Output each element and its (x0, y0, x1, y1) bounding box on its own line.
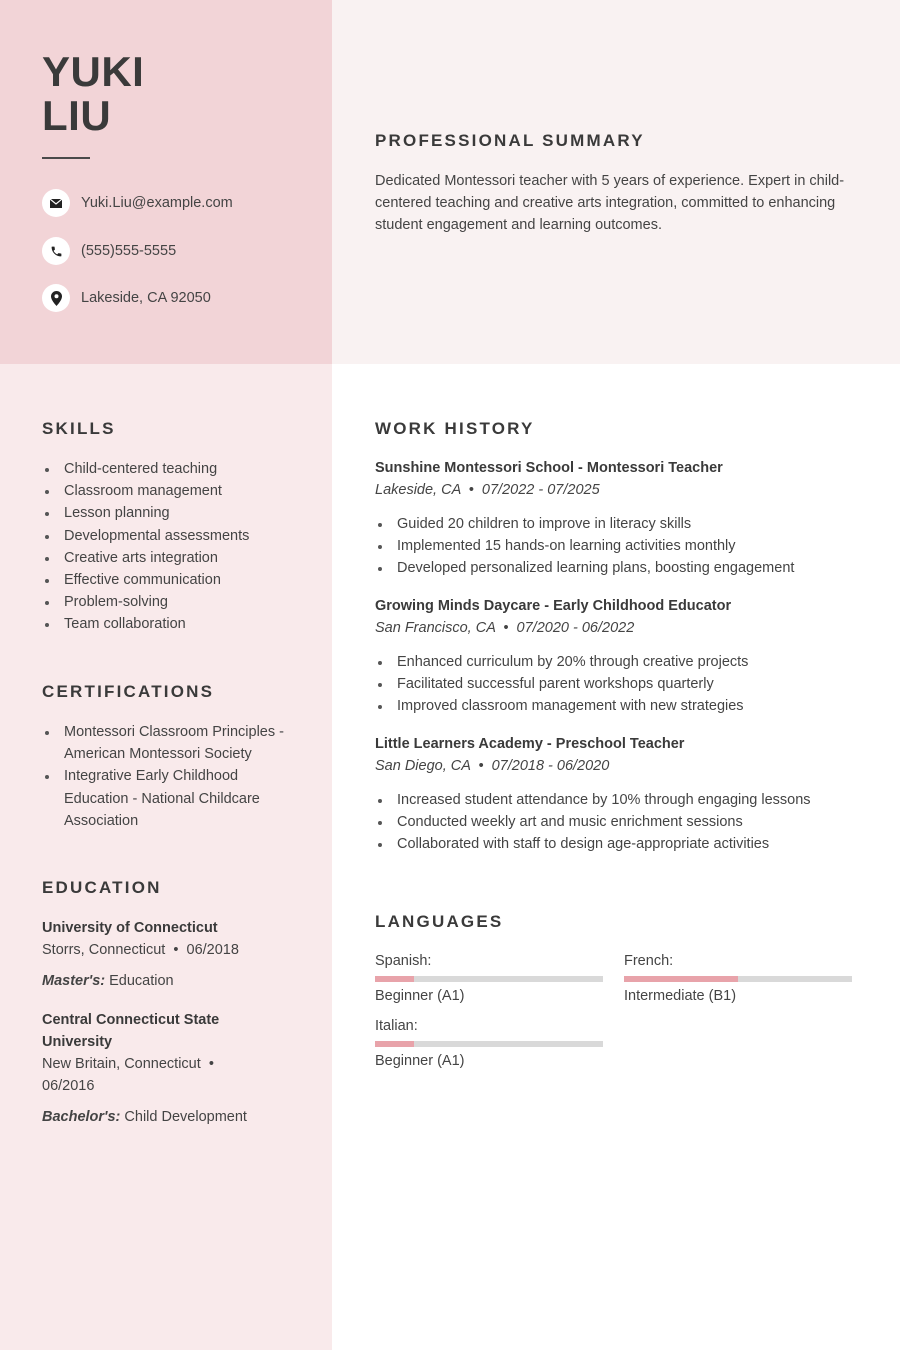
degree (42, 970, 312, 992)
education-entry (42, 1009, 272, 1128)
summary-text: Dedicated Montessori teacher with 5 years of experience. Expert in child-centered teaching and creative arts integration, committed to enhancing student engagement and learning outcomes. (375, 173, 845, 233)
job-dates: 07/2022 - 07/2025 (481, 482, 600, 498)
work-history-heading: WORK HISTORY (375, 419, 535, 438)
skill-item: Developmental assessments (42, 525, 312, 547)
job-bullet: Collaborated with staff to design age-appropriate activities (375, 833, 875, 855)
job-dates: 07/2018 - 06/2020 (491, 758, 610, 774)
language-name: French: (624, 953, 674, 969)
skill-item: Classroom management (42, 480, 312, 502)
last-name: LIU (42, 92, 112, 139)
job-bullet: Developed personalized learning plans, boosting engagement (375, 557, 875, 579)
education-entry (42, 917, 312, 992)
skill-item: Effective communication (42, 569, 312, 591)
degree (42, 1106, 272, 1128)
school-meta: New Britain, Connecticut • 06/2016 (42, 1056, 218, 1094)
degree-field: Child Development (124, 1109, 247, 1125)
skill-item: Child-centered teaching (42, 458, 312, 480)
job-role: Early Childhood Educator (553, 598, 732, 614)
contact-location (42, 284, 211, 312)
location-pin-icon (42, 284, 70, 312)
phone-icon (42, 237, 70, 265)
email-text[interactable]: Yuki.Liu@example.com (81, 195, 233, 211)
job-bullets (375, 513, 875, 580)
job-title: Little Learners Academy - Preschool Teacher (375, 736, 685, 752)
job-bullets (375, 651, 875, 718)
company-name: Growing Minds Daycare (375, 598, 541, 614)
job-bullet: Enhanced curriculum by 20% through creative projects (375, 651, 875, 673)
job-bullets (375, 789, 875, 856)
school-name: Central Connecticut State University (42, 1012, 220, 1050)
phone-text[interactable]: (555)555-5555 (81, 243, 177, 259)
proficiency-fill (375, 1041, 414, 1047)
job-bullet: Improved classroom management with new strategies (375, 695, 875, 717)
language-level: Intermediate (B1) (624, 988, 737, 1004)
contact-phone[interactable] (42, 237, 176, 265)
skills-list (42, 458, 312, 636)
company-name: Sunshine Montessori School (375, 460, 574, 476)
school-location: Storrs, Connecticut (42, 942, 166, 958)
school-location: New Britain, Connecticut (42, 1056, 201, 1072)
proficiency-bar (624, 976, 852, 982)
certifications-list (42, 721, 292, 832)
job-meta: San Diego, CA • 07/2018 - 06/2020 (375, 758, 610, 774)
job-bullet: Increased student attendance by 10% through engaging lessons (375, 789, 875, 811)
degree-type: Bachelor's: (42, 1109, 121, 1125)
skills-heading: SKILLS (42, 419, 116, 438)
job-location: San Diego, CA (375, 758, 471, 774)
company-name: Little Learners Academy (375, 736, 543, 752)
job-title: Sunshine Montessori School - Montessori Teacher (375, 460, 723, 476)
certification-item: Montessori Classroom Principles - American Montessori Society (42, 721, 292, 765)
envelope-icon (42, 189, 70, 217)
skill-item: Team collaboration (42, 613, 312, 635)
job-dates: 07/2020 - 06/2022 (516, 620, 635, 636)
language-level: Beginner (A1) (375, 1053, 465, 1069)
language-level: Beginner (A1) (375, 988, 465, 1004)
graduation-date: 06/2018 (186, 942, 239, 958)
job-bullet: Implemented 15 hands-on learning activities monthly (375, 535, 875, 557)
skill-item: Problem-solving (42, 591, 312, 613)
name-divider (42, 157, 90, 159)
job-bullet: Facilitated successful parent workshops quarterly (375, 673, 875, 695)
school-meta: Storrs, Connecticut • 06/2018 (42, 942, 239, 958)
graduation-date: 06/2016 (42, 1078, 95, 1094)
proficiency-bar (375, 1041, 603, 1047)
job-meta: Lakeside, CA • 07/2022 - 07/2025 (375, 482, 600, 498)
job-meta: San Francisco, CA • 07/2020 - 06/2022 (375, 620, 635, 636)
job-bullet: Guided 20 children to improve in literacy skills (375, 513, 875, 535)
languages-heading: LANGUAGES (375, 912, 504, 931)
degree-type: Master's: (42, 973, 106, 989)
language-item (624, 953, 852, 1004)
job-role: Montessori Teacher (586, 460, 723, 476)
location-text: Lakeside, CA 92050 (81, 290, 211, 306)
language-item (375, 953, 603, 1004)
summary-heading: PROFESSIONAL SUMMARY (375, 131, 645, 150)
language-name: Italian: (375, 1018, 418, 1034)
job-title: Growing Minds Daycare - Early Childhood Educator (375, 598, 732, 614)
proficiency-fill (375, 976, 414, 982)
job-location: Lakeside, CA (375, 482, 461, 498)
job-bullet: Conducted weekly art and music enrichment sessions (375, 811, 875, 833)
proficiency-fill (624, 976, 738, 982)
skill-item: Creative arts integration (42, 547, 312, 569)
candidate-name (42, 50, 144, 138)
language-name: Spanish: (375, 953, 432, 969)
proficiency-bar (375, 976, 603, 982)
skill-item: Lesson planning (42, 502, 312, 524)
certifications-heading: CERTIFICATIONS (42, 682, 215, 701)
education-heading: EDUCATION (42, 878, 162, 897)
job-location: San Francisco, CA (375, 620, 496, 636)
certification-item: Integrative Early Childhood Education - National Childcare Association (42, 765, 292, 832)
job-role: Preschool Teacher (555, 736, 685, 752)
contact-email[interactable] (42, 189, 233, 217)
language-item (375, 1018, 603, 1069)
main-panel (332, 364, 900, 1350)
degree-field: Education (109, 973, 174, 989)
first-name: YUKI (42, 48, 145, 95)
school-name: University of Connecticut (42, 920, 218, 936)
